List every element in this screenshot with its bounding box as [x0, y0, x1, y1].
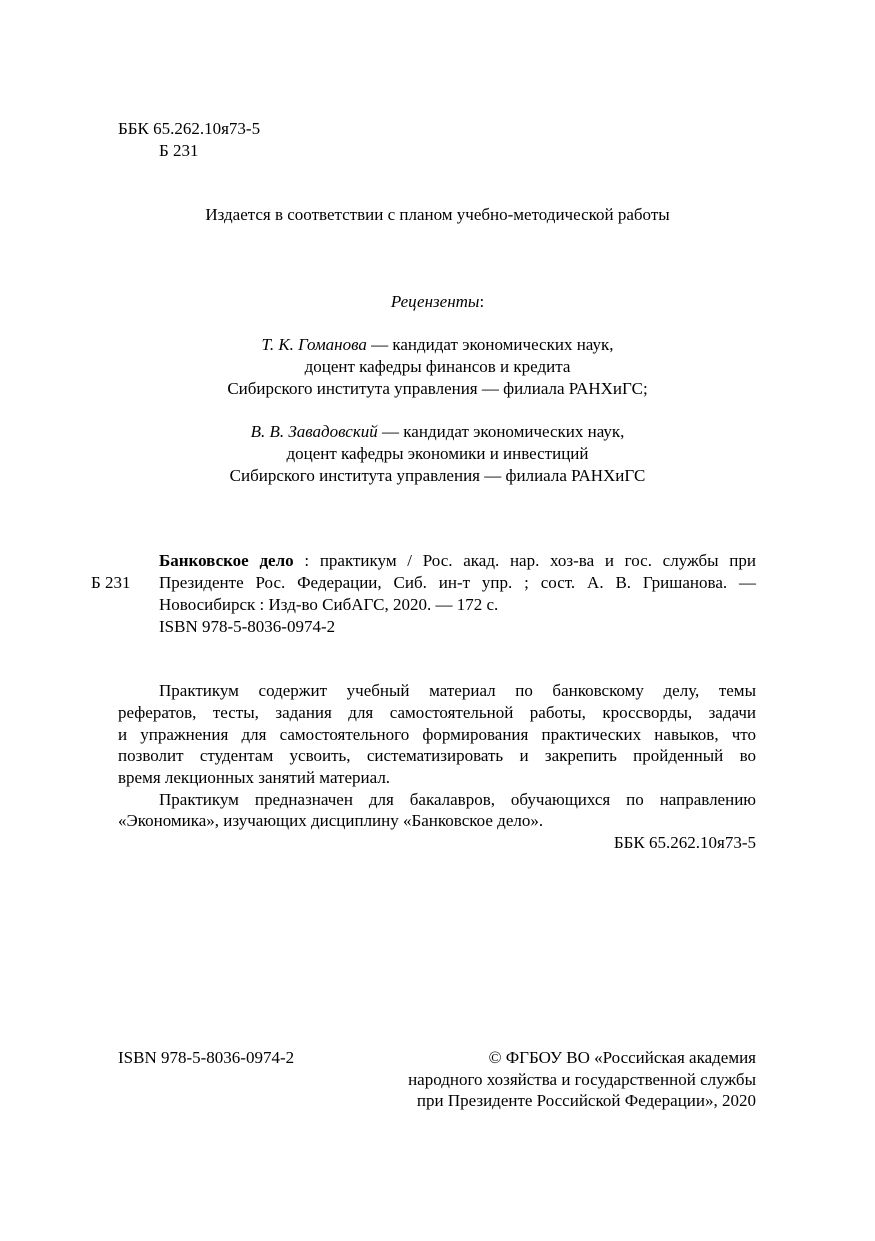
reviewers-heading — [0, 292, 875, 312]
reviewer-1-line2: доцент кафедры финансов и кредита — [304, 357, 571, 376]
reviewer-2-line2: доцент кафедры экономики и инвестиций — [286, 444, 589, 463]
reviewer-1-title: — кандидат экономических наук, — [366, 335, 614, 354]
bibliographic-line3: Новосибирск : Изд-во СибАГС, 2020. — 172 с. — [159, 595, 499, 614]
bibliographic-isbn: ISBN 978-5-8036-0974-2 — [159, 617, 336, 636]
reviewer-2-title: — кандидат экономических наук, — [377, 422, 625, 441]
bibliographic-mark: Б 231 — [91, 573, 131, 592]
annotation-p1-line2: рефератов, тесты, задания для самостоятельной работы, кроссворды, задачи — [118, 703, 756, 722]
reviewer-2-line3: Сибирского института управления — филиала РАНХиГС — [229, 466, 646, 485]
copyright-line3: при Президенте Российской Федерации», 2020 — [416, 1091, 756, 1110]
annotation-p2-line1: Практикум предназначен для бакалавров, обучающихся по направлению — [159, 790, 756, 809]
reviewer-1-line3: Сибирского института управления — филиала РАНХиГС; — [227, 379, 648, 398]
reviewer-2-line1 — [0, 422, 875, 442]
annotation-bbk: ББК 65.262.10я73-5 — [613, 833, 756, 852]
reviewer-1-name: Т. К. Гоманова — [261, 335, 367, 354]
copyright-line1: © ФГБОУ ВО «Российская академия — [488, 1048, 756, 1067]
bibliographic-line1 — [159, 551, 756, 571]
annotation-p1-line4: позволит студентам усвоить, систематизировать и закрепить пройденный во — [118, 746, 756, 765]
annotation-p1-line5: время лекционных занятий материал. — [118, 768, 391, 787]
annotation-p2-line2: «Экономика», изучающих дисциплину «Банковское дело». — [118, 811, 544, 830]
copyright-line2: народного хозяйства и государственной службы — [408, 1070, 756, 1089]
bibliographic-line2: Президенте Рос. Федерации, Сиб. ин-т упр. ; сост. А. В. Гришанова. — — [159, 573, 756, 592]
reviewer-1-line1 — [0, 335, 875, 355]
book-title: Банковское дело — [159, 551, 294, 570]
bbk-code: ББК 65.262.10я73-5 — [118, 119, 261, 138]
reviewers-heading-text: Рецензенты — [390, 292, 480, 311]
reviewer-2-name: В. В. Завадовский — [250, 422, 378, 441]
reviewers-heading-colon: : — [479, 292, 485, 311]
annotation-p1-line3: и упражнения для самостоятельного формирования практических навыков, что — [118, 725, 756, 744]
annotation-p1-line1: Практикум содержит учебный материал по банковскому делу, темы — [159, 681, 756, 700]
footer-isbn: ISBN 978-5-8036-0974-2 — [118, 1048, 295, 1067]
publication-note: Издается в соответствии с планом учебно-методической работы — [205, 205, 670, 224]
author-mark: Б 231 — [159, 141, 199, 160]
bibliographic-line1-rest: : практикум / Рос. акад. нар. хоз-ва и гос. службы при — [293, 551, 756, 570]
